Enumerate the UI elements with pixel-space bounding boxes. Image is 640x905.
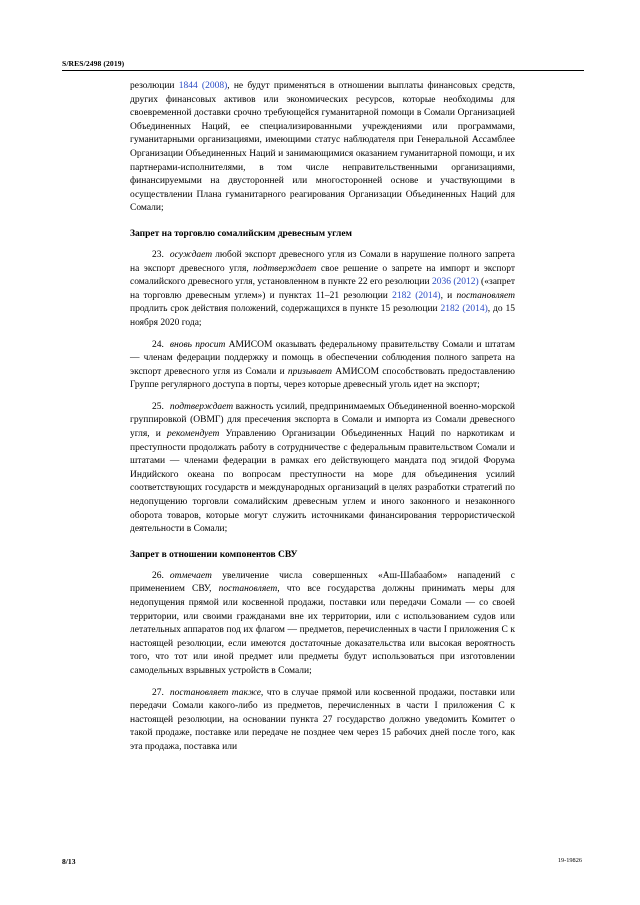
document-id: 19-19826: [557, 857, 582, 864]
resolution-link[interactable]: 2036 (2012): [431, 277, 479, 288]
text-segment: АМИСОМ оказывать федеральному правительству Сомали и штатам — членам федерации поддержку и помощь в обеспечении соблюдения полного запрета на экспорт древесного угля из Сомали и: [130, 339, 515, 377]
text-segment: («запрет на торговлю древесным углем») и пунктах 11–21 резолюции: [130, 277, 515, 301]
paragraph-25: [130, 401, 515, 537]
text-segment: увеличение числа совершенных «Аш-Шабаабом» нападений с применением СВУ,: [130, 570, 515, 595]
operative-verb: рекомендует: [167, 429, 220, 440]
text-segment: АМИСОМ способствовать предоставлению Группе регулярного доступа в порты, через которые древесный уголь идет на экспорт;: [130, 366, 515, 391]
paragraph-27: [130, 687, 515, 755]
paragraph-number: 26.: [152, 570, 164, 581]
resolution-link[interactable]: 2182 (2014): [392, 290, 441, 301]
operative-verb: постановляет: [456, 290, 515, 301]
document-symbol: S/RES/2498 (2019): [62, 59, 125, 68]
operative-verb: осуждает: [169, 249, 213, 260]
paragraph-24: [130, 339, 515, 393]
text-segment: важность усилий, предпринимаемых Объединенной военно-морской группировкой (ОВМГ) для пресечения экспорта в Сомали и импорта из Сомали древесного угля, и: [130, 401, 515, 440]
text-segment: любой экспорт древесного угля из Сомали в нарушение полного запрета на экспорт древесного угля,: [130, 249, 515, 274]
text-segment: , и: [440, 290, 457, 301]
section-heading-ied: Запрет в отношении компонентов СВУ: [130, 549, 298, 560]
text-segment: свое решение о запрете на импорт и экспорт сомалийского древесного угля, установленном в пункте 22 его резолюции: [130, 263, 515, 288]
operative-verb: отмечает: [169, 570, 212, 581]
text-segment: , что все государства должны принимать меры для недопущения прямой или косвенной продажи, поставки или передачи Сомали — со своей территории, или своими гражданами вне их территории, или с использованием судов или летательных аппаратов под их флагом — предметов, перечисленных в части I приложения C к настоящей резолюции, если имеются достаточные доказательства или высокая вероятность того, что тот или иной предмет или предметы будут использоваться при изготовлении самодельных взрывных устройств в Сомали;: [130, 584, 515, 676]
document-body: [130, 80, 515, 755]
page-number: 8/13: [62, 857, 76, 866]
section-heading-charcoal: Запрет на торговлю сомалийским древесным углем: [130, 228, 353, 239]
paragraph-23: [130, 249, 515, 331]
operative-verb: подтверждает: [253, 263, 317, 274]
header-rule: [62, 70, 584, 71]
text-segment: , не будут применяться в отношении выплаты финансовых средств, других финансовых активов или экономических ресурсов, которые необходимы для своевременной доставки срочно требующейся гуманитарной помощи в Сомали Организацией Объединенных Наций, ее специализированными учреждениями или программами, гуманитарными организациями, имеющими статус наблюдателя при Генеральной Ассамблее Организации Объединенных Наций и занимающимися оказанием гуманитарной помощи, и их партнерами-исполнителями, в том числе неправительственными организациями, финансируемыми на двусторонней или многосторонней основе и участвующими в осуществлении Плана гуманитарного реагирования Организации Объединенных Наций для Сомали;: [130, 81, 515, 214]
operative-verb: вновь просит: [169, 339, 226, 350]
text-segment: резолюции: [130, 81, 179, 91]
continuation-paragraph: [130, 80, 515, 216]
text-segment: продлить срок действия положений, содержащихся в пункте 15 резолюции: [130, 304, 441, 315]
resolution-link[interactable]: 2182 (2014): [440, 304, 488, 315]
operative-verb: постановляет также: [169, 687, 261, 698]
paragraph-number: 24.: [152, 339, 164, 350]
operative-verb: подтверждает: [169, 401, 234, 412]
resolution-link[interactable]: 1844 (2008): [178, 81, 228, 91]
paragraph-number: 23.: [152, 249, 164, 260]
paragraph-26: [130, 570, 515, 679]
text-segment: , что в случае прямой или косвенной продажи, поставки или передачи Сомали какого-либо из предметов, перечисленных в части I приложения C к настоящей резолюции, на основании пункта 27 государство должно уведомить Комитет о такой продаже, поставке или передаче не позднее чем через 15 рабочих дней после того, как эта продажа, поставка или: [130, 687, 516, 752]
operative-verb: призывает: [287, 366, 333, 377]
operative-verb: постановляет: [218, 584, 278, 595]
paragraph-number: 27.: [152, 687, 164, 698]
text-segment: , до 15 ноября 2020 года;: [130, 304, 515, 328]
text-segment: Управлению Организации Объединенных Наций по наркотикам и преступности продолжать работу в сотрудничестве с федеральным правительством Сомали и штатами — членами федерации в рамках его действующего мандата под эгидой Форума Индийского океана по вопросам преступности на море для объединения усилий соответствующих государств и международных организаций в целях разработки стратегий по недопущению торговли сомалийским древесным углем и иного законного и незаконного оборота товаров, которые могут служить источниками финансирования террористической деятельности в Сомали;: [130, 429, 516, 535]
paragraph-number: 25.: [152, 401, 164, 412]
